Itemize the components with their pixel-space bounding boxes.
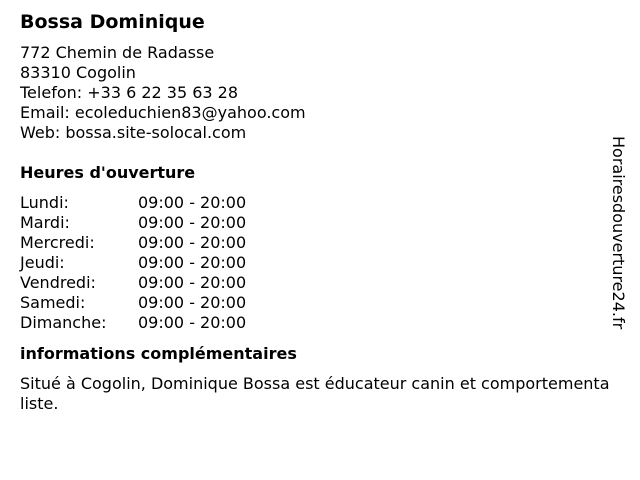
hours-time: 09:00 - 20:00 bbox=[138, 293, 247, 312]
hours-row bbox=[20, 213, 246, 233]
hours-time: 09:00 - 20:00 bbox=[138, 213, 247, 232]
hours-time: 09:00 - 20:00 bbox=[138, 273, 247, 292]
hours-day: Lundi: bbox=[20, 193, 69, 212]
hours-row bbox=[20, 273, 246, 293]
city-line: 83310 Cogolin bbox=[20, 63, 136, 82]
hours-time: 09:00 - 20:00 bbox=[138, 193, 247, 212]
hours-day: Mardi: bbox=[20, 213, 70, 232]
hours-day: Mercredi: bbox=[20, 233, 95, 252]
business-description: Situé à Cogolin, Dominique Bossa est éducateur canin et comportementaliste. bbox=[20, 374, 610, 413]
street-address: 772 Chemin de Radasse bbox=[20, 43, 215, 62]
contact-block bbox=[20, 43, 610, 143]
hours-row bbox=[20, 193, 246, 213]
site-watermark: Horairesdouverture24.fr bbox=[609, 136, 628, 330]
hours-time: 09:00 - 20:00 bbox=[138, 313, 247, 332]
hours-time: 09:00 - 20:00 bbox=[138, 253, 247, 272]
hours-day: Vendredi: bbox=[20, 273, 96, 292]
additional-info-heading: informations complémentaires bbox=[20, 344, 297, 363]
hours-day: Samedi: bbox=[20, 293, 86, 312]
phone-line: Telefon: +33 6 22 35 63 28 bbox=[20, 83, 239, 102]
hours-row bbox=[20, 313, 246, 333]
opening-hours-table bbox=[20, 193, 246, 333]
hours-day: Jeudi: bbox=[20, 253, 65, 272]
hours-day: Dimanche: bbox=[20, 313, 107, 332]
hours-time: 09:00 - 20:00 bbox=[138, 233, 247, 252]
email-line: Email: ecoleduchien83@yahoo.com bbox=[20, 103, 306, 122]
business-name: Bossa Dominique bbox=[20, 11, 205, 33]
business-card bbox=[20, 10, 610, 414]
opening-hours-heading: Heures d'ouverture bbox=[20, 163, 196, 182]
hours-row bbox=[20, 253, 246, 273]
hours-row bbox=[20, 233, 246, 253]
hours-row bbox=[20, 293, 246, 313]
web-line: Web: bossa.site-solocal.com bbox=[20, 123, 247, 142]
